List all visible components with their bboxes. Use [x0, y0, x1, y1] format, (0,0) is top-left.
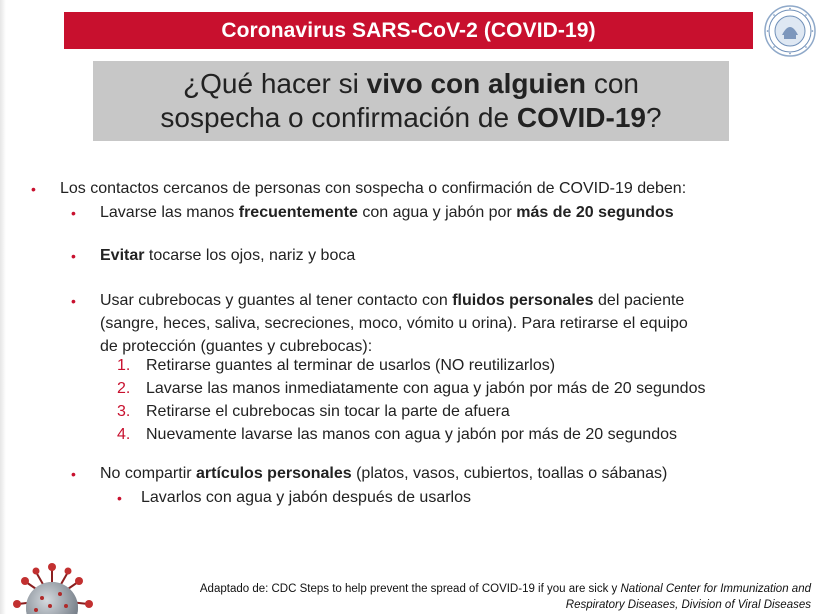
- title-text: ?: [646, 102, 662, 133]
- source-citation: [131, 581, 811, 613]
- step-text: Lavarse las manos inmediatamente con agua y jabón por más de 20 segundos: [146, 380, 706, 397]
- banner-title: Coronavirus SARS-CoV-2 (COVID-19): [221, 18, 596, 42]
- step-number: 1.: [117, 357, 131, 374]
- citation-italic: National Center for Immunization and: [620, 583, 811, 595]
- title-text: sospecha o confirmación de: [160, 102, 517, 133]
- title-line-1: [183, 67, 639, 101]
- sub-item-wash: Lavarlos con agua y jabón después de usarlos: [141, 489, 471, 506]
- header-banner: [64, 12, 753, 49]
- list-item-no-sharing: [100, 465, 667, 483]
- step-number: 4.: [117, 426, 131, 443]
- item-emphasis: fluidos personales: [452, 292, 594, 309]
- list-item-protection: [100, 292, 684, 310]
- title-text: con: [586, 68, 639, 99]
- bullet-icon: •: [31, 181, 36, 197]
- step-number: 3.: [117, 403, 131, 420]
- item-text: Lavarse las manos: [100, 204, 239, 221]
- item-emphasis: más de 20 segundos: [516, 204, 674, 221]
- title-line-2: [160, 101, 661, 135]
- item-text: tocarse los ojos, nariz y boca: [144, 247, 356, 264]
- title-emphasis: COVID-19: [516, 102, 646, 133]
- citation-italic: Respiratory Diseases, Division of Viral Diseases: [565, 599, 811, 611]
- item-text-line-3: de protección (guantes y cubrebocas):: [100, 338, 373, 355]
- item-text: con agua y jabón por: [357, 204, 517, 221]
- item-emphasis: frecuentemente: [238, 204, 358, 221]
- item-text: del paciente: [593, 292, 685, 309]
- step-text: Retirarse el cubrebocas sin tocar la parte de afuera: [146, 403, 510, 420]
- title-text: ¿Qué hacer si: [183, 68, 367, 99]
- bullet-icon: •: [71, 248, 76, 264]
- step-text: Nuevamente lavarse las manos con agua y jabón por más de 20 segundos: [146, 426, 677, 443]
- intro-text: Los contactos cercanos de personas con sospecha o confirmación de COVID-19 deben:: [60, 180, 687, 197]
- list-item-handwashing: [100, 204, 674, 222]
- bullet-icon: •: [117, 490, 122, 506]
- coronavirus-illustration-icon: [0, 560, 100, 614]
- item-emphasis: Evitar: [100, 247, 145, 264]
- bullet-icon: •: [71, 293, 76, 309]
- step-text: Retirarse guantes al terminar de usarlos (NO reutilizarlos): [146, 357, 556, 374]
- item-text: Usar cubrebocas y guantes al tener contacto con: [100, 292, 453, 309]
- seal-logo-icon: [764, 5, 816, 57]
- step-number: 2.: [117, 380, 131, 397]
- item-text: (platos, vasos, cubiertos, toallas o sábanas): [351, 465, 668, 482]
- item-text-line-2: (sangre, heces, saliva, secreciones, moco, vómito u orina). Para retirarse el equipo: [100, 315, 688, 332]
- title-box: [93, 61, 729, 141]
- list-item-avoid-touch: [100, 247, 355, 265]
- bullet-icon: •: [71, 466, 76, 482]
- item-text: No compartir: [100, 465, 197, 482]
- page-edge-shadow: [0, 0, 6, 614]
- item-emphasis: artículos personales: [196, 465, 352, 482]
- bullet-icon: •: [71, 205, 76, 221]
- citation-text: Adaptado de: CDC Steps to help prevent the spread of COVID-19 if you are sick y: [199, 583, 621, 595]
- title-emphasis: vivo con alguien: [366, 68, 587, 99]
